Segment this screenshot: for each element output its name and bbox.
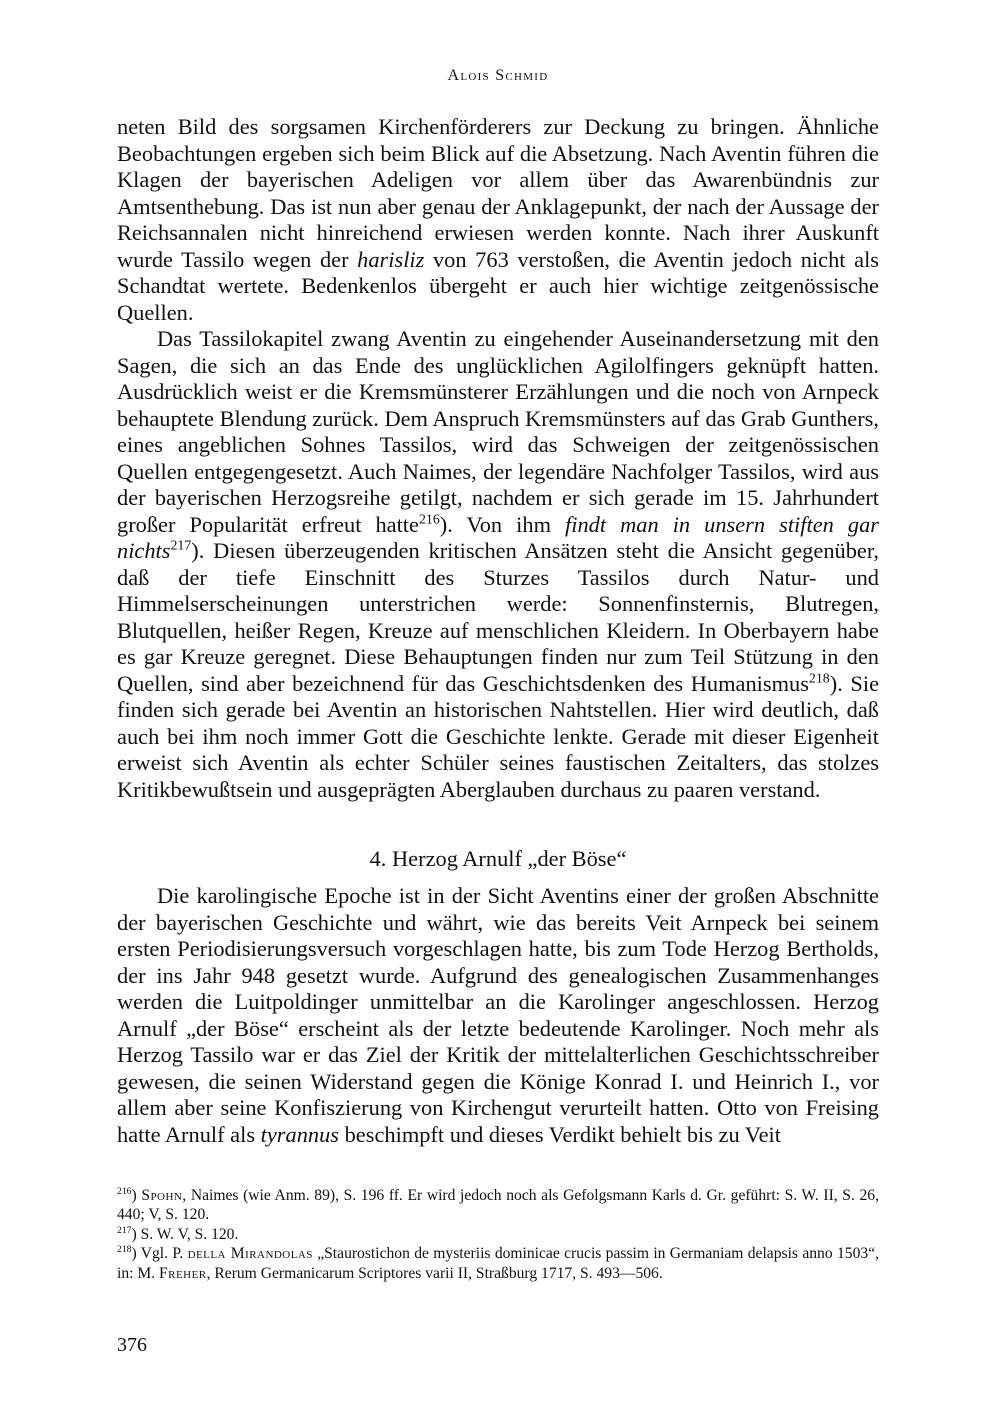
footnote-text: „Staurostichon de mysteriis dominicae crucis passim in Germaniam delapsis anno 1503“, in: M.: [117, 1245, 880, 1282]
footnote-text: , Naimes (wie Anm. 89), S. 196 ff. Er wird jedoch noch als Gefolgsmann Karls d. Gr. geführt: S. W. II, S. 26, 440; V, S. 120.: [117, 1187, 879, 1224]
paragraph-text: Die karolingische Epoche ist in der Sicht Aventins einer der großen Abschnitte der bayerischen Geschichte und währt, wie das bereits Veit Arnpeck bei seinem ersten Periodisierungsversuch vorgeschlagen hatte, bis zum Tode Herzog Bertholds, der ins Jahr 948 gesetzt wurde. Aufgrund des genealogischen Zusammenhanges werden die Luitpoldinger unmittelbar an die Karolinger angeschlossen. Herzog Arnulf „der Böse“ erscheint als der letzte bedeutende Karolinger. Noch mehr als Herzog Tassilo war er das Ziel der Kritik der mittelalterlichen Geschichtsschreiber gewesen, die seinen Widerstand gegen die Könige Konrad I. und Heinrich I., vor allem aber seine Konfiszierung von Kirchengut verurteilt hatten. Otto von Freising hatte Arnulf als: [117, 883, 879, 1147]
paragraph-text: ). Sie finden sich gerade bei Aventin an historischen Nahtstellen. Hier wird deutlich, daß auch bei ihm noch immer Gott die Geschichte lenkte. Gerade mit dieser Eigenheit erweist sich Aventin als echter Schüler seines faustischen Zeitalters, das stolzes Kritikbewußtsein und ausgeprägten Aberglauben durchaus zu paaren verstand.: [117, 670, 880, 802]
footnote-author: Spohn: [141, 1187, 183, 1204]
paragraph-text: ). Diesen überzeugenden kritischen Ansätzen steht die Ansicht gegenüber, daß der tiefe Einschnitt des Sturzes Tassilos durch Natur- und Himmelserscheinungen unterstrichen werde: Sonnenfinsternis, Blutregen, Blutquellen, heißer Regen, Kreuze auf menschlichen Kleidern. In Oberbayern habe es gar Kreuze geregnet. Diese Behauptungen finden nur zum Teil Stützung in den Quellen, sind aber bezeichnend für das Geschichtsdenken des Humanismus: [117, 538, 879, 696]
footnotes: [117, 1186, 879, 1283]
footnote: $^{218}$) Vgl. P. della Mirandolas „Staurostichon de mysteriis dominicae crucis passim in Germaniam delapsis anno 1503“, in: M. Freher, Rerum Germanicarum Scriptores varii II, Straßburg 1717, S. 493—506.: [117, 1244, 880, 1282]
paragraph: [117, 114, 879, 326]
footnote-ref[interactable]: 217: [170, 538, 192, 554]
footnote-text: , Rerum Germanicarum Scriptores varii II, Straßburg 1717, S. 493—506.: [206, 1264, 663, 1282]
italic-term: harisliz: [357, 246, 425, 272]
footnote-text: S. W. V, S. 120.: [136, 1225, 239, 1243]
paragraph-text: beschimpft und dieses Verdikt behielt bis zu Veit: [339, 1121, 781, 1147]
paragraph-text: neten Bild des sorgsamen Kirchenförderers zur Deckung zu bringen. Ähnliche Beobachtungen ergeben sich beim Blick auf die Absetzung. Nach Aventin führen die Klagen der bayerischen Adeligen vor allem über das Awarenbündnis zur Amtsenthebung. Das ist nun aber genau der Anklagepunkt, der nach der Aussage der Reichsannalen nicht hinreichend erwiesen werden konnte. Nach ihrer Auskunft wurde Tassilo wegen der: [117, 114, 879, 272]
footnote-author: della Mirandolas: [187, 1245, 313, 1263]
footnote-ref[interactable]: 216: [418, 512, 440, 528]
footnote-author: Freher: [159, 1264, 207, 1282]
italic-quote: findt man in unsern stiften gar nichts: [117, 511, 879, 563]
running-head: Alois Schmid: [447, 67, 549, 84]
footnote: $^{216}$) Spohn, Naimes (wie Anm. 89), S. 196 ff. Er wird jedoch noch als Gefolgsmann Karls d. Gr. geführt: S. W. II, S. 26, 440; V, S. 120.: [117, 1185, 879, 1224]
footnote-ref[interactable]: 218: [808, 671, 830, 687]
paragraph-text: von 763 verstoßen, die Aventin jedoch nicht als Schandtat wertete. Bedenkenlos übergeht er auch hier wichtige zeitgenössische Quellen.: [117, 246, 879, 325]
main-text-continued: [117, 883, 879, 1148]
page: [117, 0, 879, 1419]
section-heading: 4. Herzog Arnulf „der Böse“: [369, 846, 627, 871]
footnote-number: 216: [117, 1185, 132, 1197]
main-text: [117, 114, 879, 803]
paragraph-text: Das Tassilokapitel zwang Aventin zu eingehender Auseinandersetzung mit den Sagen, die sich an das Ende des unglücklichen Agilolfingers geknüpft hatten. Ausdrücklich weist er die Kremsmünsterer Erzählungen und die noch von Arnpeck behauptete Blendung zurück. Dem Anspruch Kremsmünsters auf das Grab Gunthers, eines angeblichen Sohnes Tassilos, wird das Schweigen der zeitgenössischen Quellen entgegengesetzt. Auch Naimes, der legendäre Nachfolger Tassilos, wird aus der bayerischen Herzogsreihe getilgt, nachdem er sich gerade im 15. Jahrhundert großer Popularität erfreut hatte: [117, 326, 879, 537]
footnote-number: 218: [117, 1244, 132, 1256]
footnote-text: Vgl. P.: [136, 1245, 188, 1263]
page-number: 376: [117, 1334, 147, 1356]
footnote: $^{217}$) S. W. V, S. 120.: [117, 1224, 239, 1243]
paragraph: [117, 326, 879, 803]
paragraph-text: ). Von ihm: [439, 511, 566, 537]
paragraph: [117, 883, 879, 1148]
italic-term: tyrannus: [260, 1121, 340, 1147]
footnote-number: 217: [117, 1224, 132, 1236]
